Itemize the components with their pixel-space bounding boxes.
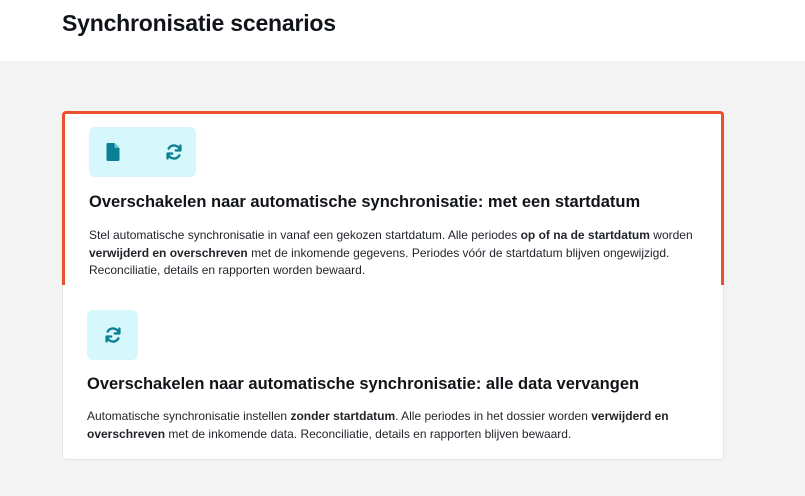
- document-icon: [103, 142, 123, 162]
- sync-icon: [103, 325, 123, 345]
- page-title: Synchronisatie scenarios: [62, 10, 336, 36]
- scenario-card-replace-all[interactable]: [62, 285, 724, 460]
- scenario-description: Stel automatische synchronisatie in vanaf een gekozen startdatum. Alle periodes op of na de startdatum worden verwijderd en overschreven met de inkomende gegevens. Periodes vóór de startdatum blijven ongewijzigd. Reconciliatie, details en rapporten worden bewaard.: [89, 228, 693, 277]
- scenario-title: Overschakelen naar automatische synchronisatie: alle data vervangen: [87, 375, 640, 393]
- sync-icon: [164, 142, 184, 162]
- page-header: [0, 0, 805, 61]
- scenario-description: Automatische synchronisatie instellen zonder startdatum. Alle periodes in het dossier worden verwijderd en overschreven met de inkomende data. Reconciliatie, details en rapporten blijven bewaard.: [87, 409, 669, 441]
- scenario-icons: [87, 310, 138, 360]
- scenario-card-start-date[interactable]: [62, 111, 724, 289]
- scenario-title: Overschakelen naar automatische synchronisatie: met een startdatum: [89, 193, 641, 211]
- scenario-icons: [89, 127, 196, 177]
